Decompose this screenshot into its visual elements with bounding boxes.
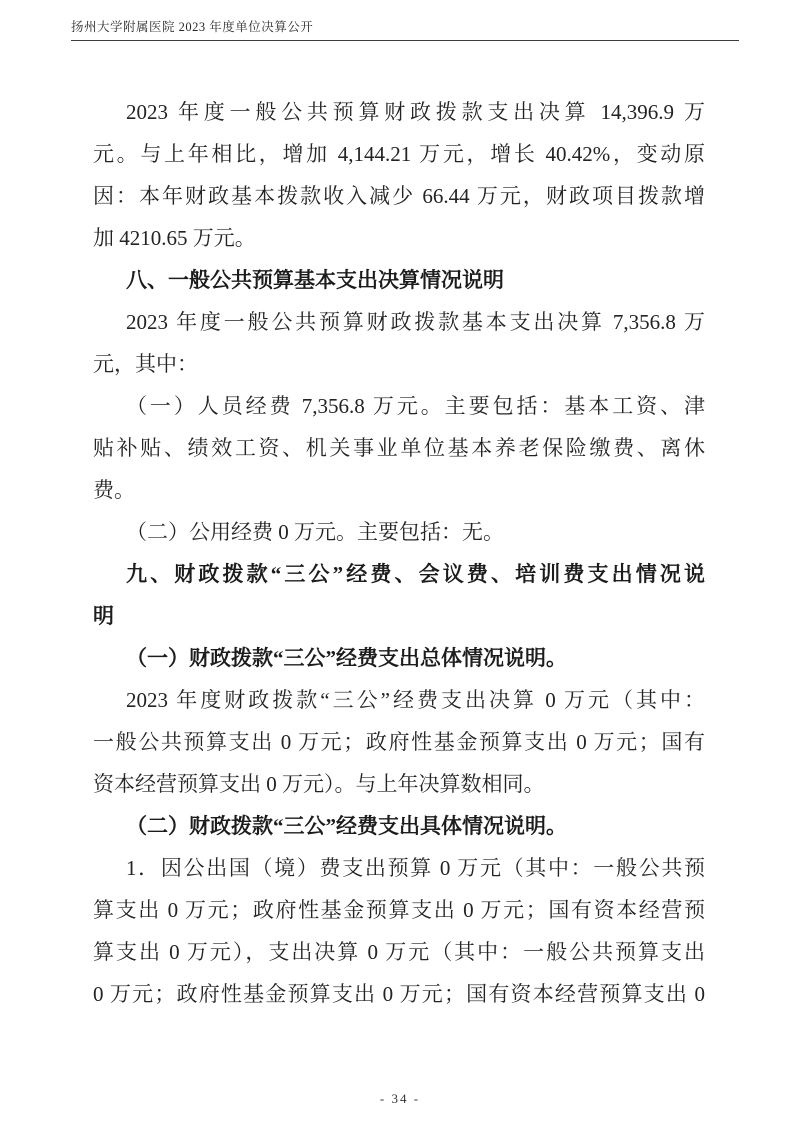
body-paragraph (93, 511, 705, 553)
section-heading (93, 805, 705, 847)
text-line: 元，其中： (93, 352, 198, 376)
text-line: 2023 年度财政拨款“三公”经费支出决算 0 万元（其中： (126, 688, 705, 712)
text-line: 九、财政拨款“三公”经费、会议费、培训费支出情况说 (126, 562, 705, 586)
header-title: 扬州大学附属医院 2023 年度单位决算公开 (71, 20, 314, 34)
body-paragraph (93, 847, 705, 1015)
body-paragraph (93, 91, 705, 259)
text-line: 0 万元；政府性基金预算支出 0 万元；国有资本经营预算支出 0 (93, 982, 705, 1006)
text-line: 加 4210.65 万元。 (93, 226, 256, 250)
text-line: 资本经营预算支出 0 万元）。与上年决算数相同。 (93, 772, 545, 796)
text-line: 因：本年财政基本拨款收入减少 66.44 万元，财政项目拨款增 (93, 184, 705, 208)
text-line: 算支出 0 万元；政府性基金预算支出 0 万元；国有资本经营预 (93, 898, 705, 922)
text-line: 八、一般公共预算基本支出决算情况说明 (126, 268, 504, 292)
text-line: 2023 年度一般公共预算财政拨款基本支出决算 7,356.8 万 (126, 310, 705, 334)
body-paragraph (93, 385, 705, 511)
page-number: - 34 - (379, 1091, 421, 1106)
section-heading (93, 259, 705, 301)
text-line: 贴补贴、绩效工资、机关事业单位基本养老保险缴费、离休 (93, 436, 705, 460)
text-line: 1．因公出国（境）费支出预算 0 万元（其中：一般公共预 (126, 856, 705, 880)
text-line: 算支出 0 万元），支出决算 0 万元（其中：一般公共预算支出 (93, 940, 705, 964)
text-line: （一）人员经费 7,356.8 万元。主要包括：基本工资、津 (126, 394, 705, 418)
text-line: （一）财政拨款“三公”经费支出总体情况说明。 (126, 646, 567, 670)
text-line: 费。 (93, 478, 135, 502)
text-line: 元。与上年相比，增加 4,144.21 万元，增长 40.42%，变动原 (93, 142, 705, 166)
text-line: 2023 年度一般公共预算财政拨款支出决算 14,396.9 万 (126, 100, 705, 124)
text-line: 一般公共预算支出 0 万元；政府性基金预算支出 0 万元；国有 (93, 730, 705, 754)
page-footer (0, 1090, 800, 1108)
section-heading (93, 637, 705, 679)
section-heading (93, 553, 705, 637)
text-line: （二）财政拨款“三公”经费支出具体情况说明。 (126, 814, 567, 838)
text-line: 明 (93, 604, 114, 628)
body-paragraph (93, 301, 705, 385)
text-line: （二）公用经费 0 万元。主要包括：无。 (126, 520, 504, 544)
document-content (93, 91, 705, 1015)
header-rule (71, 40, 739, 41)
body-paragraph (93, 679, 705, 805)
